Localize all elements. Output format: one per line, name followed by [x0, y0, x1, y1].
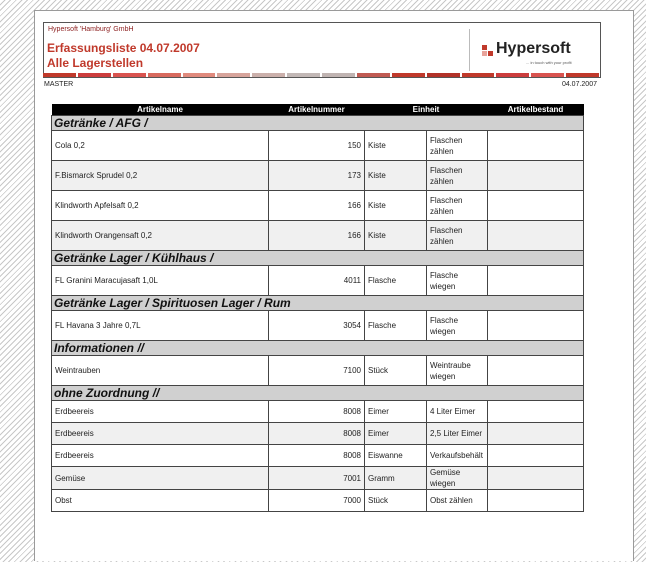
article-name-cell: Obst	[52, 490, 269, 512]
stock-input-cell	[488, 401, 584, 423]
unit-cell: Kiste	[365, 221, 427, 251]
article-name-cell: FL Havana 3 Jahre 0,7L	[52, 311, 269, 341]
stripe-segment	[357, 73, 390, 77]
article-number-cell: 8008	[269, 423, 365, 445]
stock-input-cell	[488, 191, 584, 221]
stripe-segment	[217, 73, 250, 77]
stock-input-cell	[488, 311, 584, 341]
table-row	[52, 423, 584, 445]
stripe-segment	[287, 73, 320, 77]
article-number-cell: 8008	[269, 445, 365, 467]
unit-description-cell: Verkaufsbehält	[427, 445, 488, 467]
group-header-row	[52, 386, 584, 401]
table-row	[52, 191, 584, 221]
stripe-segment	[566, 73, 599, 77]
table-row	[52, 467, 584, 490]
table-header-row	[52, 104, 584, 116]
stock-input-cell	[488, 490, 584, 512]
table-row	[52, 490, 584, 512]
stripe-segment	[113, 73, 146, 77]
table-row	[52, 311, 584, 341]
column-header-artikelnummer: Artikelnummer	[269, 104, 365, 116]
article-number-cell: 4011	[269, 266, 365, 296]
unit-description-cell: Flasche wiegen	[427, 266, 488, 296]
group-header-row	[52, 251, 584, 266]
article-name-cell: Gemüse	[52, 467, 269, 490]
unit-cell: Stück	[365, 356, 427, 386]
stripe-segment	[148, 73, 181, 77]
stock-input-cell	[488, 221, 584, 251]
stock-input-cell	[488, 356, 584, 386]
stock-input-cell	[488, 467, 584, 490]
unit-cell: Eimer	[365, 423, 427, 445]
article-name-cell: Klindworth Orangensaft 0,2	[52, 221, 269, 251]
article-number-cell: 7100	[269, 356, 365, 386]
unit-cell: Kiste	[365, 191, 427, 221]
unit-cell: Stück	[365, 490, 427, 512]
stripe-segment	[252, 73, 285, 77]
table-body	[52, 116, 584, 512]
stripe-segment	[496, 73, 529, 77]
stock-input-cell	[488, 423, 584, 445]
report-title: Erfassungsliste 04.07.2007	[47, 41, 200, 55]
group-name: ohne Zuordnung //	[52, 386, 584, 401]
group-name: Getränke Lager / Spirituosen Lager / Rum	[52, 296, 584, 311]
stripe-segment	[427, 73, 460, 77]
unit-description-cell: 4 Liter Eimer	[427, 401, 488, 423]
stripe-segment	[78, 73, 111, 77]
unit-description-cell: Weintraube wiegen	[427, 356, 488, 386]
article-name-cell: Klindworth Apfelsaft 0,2	[52, 191, 269, 221]
logo-tagline: ... in touch with your profit	[526, 60, 572, 65]
group-header-row	[52, 116, 584, 131]
table-row	[52, 445, 584, 467]
article-name-cell: Erdbeereis	[52, 445, 269, 467]
inventory-table	[51, 104, 584, 512]
stripe-segment	[392, 73, 425, 77]
report-header	[43, 22, 601, 78]
logo-mark-icon	[482, 45, 494, 57]
unit-cell: Kiste	[365, 161, 427, 191]
stock-input-cell	[488, 131, 584, 161]
article-number-cell: 3054	[269, 311, 365, 341]
color-stripe	[43, 73, 601, 77]
table-row	[52, 161, 584, 191]
stripe-segment	[462, 73, 495, 77]
article-name-cell: Cola 0,2	[52, 131, 269, 161]
master-label: MASTER	[44, 81, 74, 88]
table-row	[52, 356, 584, 386]
table-row	[52, 131, 584, 161]
unit-description-cell: Obst zählen	[427, 490, 488, 512]
logo-text: Hypersoft	[496, 40, 571, 57]
report-page	[34, 10, 634, 561]
stripe-segment	[43, 73, 76, 77]
article-number-cell: 7000	[269, 490, 365, 512]
unit-description-cell: Flasche wiegen	[427, 311, 488, 341]
article-name-cell: FL Granini Maracujasaft 1,0L	[52, 266, 269, 296]
unit-description-cell: 2,5 Liter Eimer	[427, 423, 488, 445]
article-number-cell: 166	[269, 191, 365, 221]
unit-cell: Kiste	[365, 131, 427, 161]
article-name-cell: Weintrauben	[52, 356, 269, 386]
table-row	[52, 266, 584, 296]
stock-input-cell	[488, 266, 584, 296]
company-name: Hypersoft 'Hamburg' GmbH	[48, 26, 134, 33]
article-name-cell: Erdbeereis	[52, 423, 269, 445]
column-header-artikelname: Artikelname	[52, 104, 269, 116]
article-number-cell: 166	[269, 221, 365, 251]
article-name-cell: Erdbeereis	[52, 401, 269, 423]
group-header-row	[52, 341, 584, 356]
unit-description-cell: Flaschen zählen	[427, 191, 488, 221]
unit-cell: Flasche	[365, 311, 427, 341]
group-name: Getränke / AFG /	[52, 116, 584, 131]
group-name: Informationen //	[52, 341, 584, 356]
unit-description-cell: Flaschen zählen	[427, 221, 488, 251]
column-header-einheit: Einheit	[365, 104, 488, 116]
report-subtitle: Alle Lagerstellen	[47, 56, 144, 70]
article-number-cell: 150	[269, 131, 365, 161]
unit-cell: Eiswanne	[365, 445, 427, 467]
column-header-artikelbestand: Artikelbestand	[488, 104, 584, 116]
stripe-segment	[322, 73, 355, 77]
table-row	[52, 401, 584, 423]
company-logo	[469, 29, 600, 71]
unit-description-cell: Flaschen zählen	[427, 161, 488, 191]
group-header-row	[52, 296, 584, 311]
unit-description-cell: Gemüse wiegen	[427, 467, 488, 490]
article-number-cell: 173	[269, 161, 365, 191]
header-date: 04.07.2007	[561, 81, 597, 88]
unit-cell: Eimer	[365, 401, 427, 423]
article-name-cell: F.Bismarck Sprudel 0,2	[52, 161, 269, 191]
unit-cell: Gramm	[365, 467, 427, 490]
article-number-cell: 8008	[269, 401, 365, 423]
unit-description-cell: Flaschen zählen	[427, 131, 488, 161]
stripe-segment	[531, 73, 564, 77]
article-number-cell: 7001	[269, 467, 365, 490]
stripe-segment	[183, 73, 216, 77]
table-row	[52, 221, 584, 251]
stock-input-cell	[488, 445, 584, 467]
group-name: Getränke Lager / Kühlhaus /	[52, 251, 584, 266]
stock-input-cell	[488, 161, 584, 191]
unit-cell: Flasche	[365, 266, 427, 296]
